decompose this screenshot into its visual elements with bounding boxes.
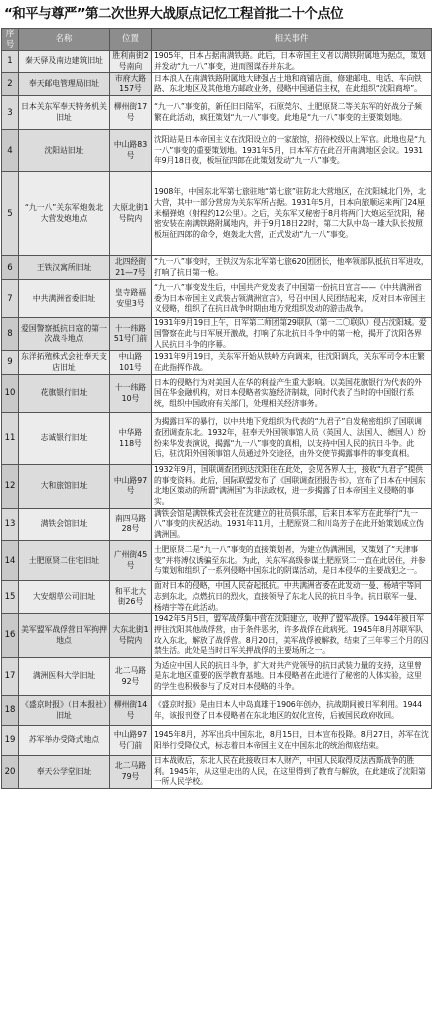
row-name: 日本关东军奉天特务机关旧址 xyxy=(19,96,110,130)
row-location: 中山路97号 xyxy=(110,465,152,508)
row-name: 爱国警察抵抗日寇的第一次战斗地点 xyxy=(19,318,110,351)
table-row xyxy=(2,280,432,318)
table-row xyxy=(2,413,432,465)
row-event: 为适应中国人民的抗日斗争，扩大对共产党领导的抗日武装力量的支持，这里曾是东北地区重要的医学教育基地。日本侵略者在此进行了秘密的人体实验，这里的学生也积极参与了反对日本侵略的斗争。 xyxy=(152,658,432,696)
row-event: 《盛京时报》是由日本人中岛真雄于1906年创办，抗战期间被日军利用。1944年，该报刊登了日本侵略者在东北地区的奴化宣传，后被国民政府收回。 xyxy=(152,696,432,726)
row-name: 沈阳站旧址 xyxy=(19,130,110,172)
row-location: 十一纬路51号门前 xyxy=(110,318,152,351)
row-number: 13 xyxy=(2,508,19,541)
row-location: 市府大路157号 xyxy=(110,73,152,96)
row-name: 中共满洲省委旧址 xyxy=(19,280,110,318)
row-location: 柳州街14号 xyxy=(110,696,152,726)
header-name: 名称 xyxy=(19,29,110,51)
row-location: 皇寺路福安里3号 xyxy=(110,280,152,318)
row-number: 15 xyxy=(2,581,19,614)
row-name: 美军盟军战俘营日军拘押地点 xyxy=(19,614,110,658)
row-number: 18 xyxy=(2,696,19,726)
row-name: 大安烟草公司旧址 xyxy=(19,581,110,614)
row-location: 南四马路28号 xyxy=(110,508,152,541)
row-name: 王铁汉寓所旧址 xyxy=(19,256,110,280)
header-event: 相关事件 xyxy=(152,29,432,51)
table-row xyxy=(2,172,432,256)
row-event: 日本浪人在南满铁路附属地大肆强占土地和商铺店面，修建邮电、电话、车向铁路、东北地区及其他地方邮政业务，侵略中国通信主权，在此组织“沈阳商埠”。 xyxy=(152,73,432,96)
row-location: 北四经街21—7号 xyxy=(110,256,152,280)
row-name: 奉天邮电管理局旧址 xyxy=(19,73,110,96)
row-name: 土肥原贤二住宅旧址 xyxy=(19,541,110,581)
row-location: 北二马路79号 xyxy=(110,756,152,789)
row-name: 满洲医科大学旧址 xyxy=(19,658,110,696)
table-row xyxy=(2,508,432,541)
row-number: 6 xyxy=(2,256,19,280)
table-row xyxy=(2,375,432,413)
row-number: 20 xyxy=(2,756,19,789)
row-location: 中华路118号 xyxy=(110,413,152,465)
table-row xyxy=(2,318,432,351)
row-location: 十一纬路10号 xyxy=(110,375,152,413)
row-event: 1931年9月19日，关东军开始从铁岭方向调来，往沈阳调兵，关东军司令本庄繁在此指挥作战。 xyxy=(152,351,432,375)
table-row xyxy=(2,351,432,375)
table-row xyxy=(2,756,432,789)
row-event: 日本的侵略行为对美国人在华的利益产生重大影响。以美国花旗银行为代表的外国在华金融机构，对日本侵略者实施经济制裁，同时代表了当时的中国银行系统，组织中国政府有关部门，处理相关经济事务。 xyxy=(152,375,432,413)
table-header-row xyxy=(2,29,432,51)
row-event: 1931年9月19日上午，日军第二师团第29联队（第一二〇联队）侵占沈阳城。爱国警察在此与日军展开激战，打响了东北抗日斗争中的第一枪，揭开了沈阳各界人民抗日斗争的序幕。 xyxy=(152,318,432,351)
row-event: 1932年9月，国联调查团到达沈阳住在此处，会见各界人士，接收“九君子”提供的事变资料。此后，国际联盟发布了《国联调查团报告书》，宣布了日本在中国东北地区策动的所谓“满洲国”为非法政权，进一步揭露了日本帝国主义侵略的事实。 xyxy=(152,465,432,508)
row-name: 东洋拓殖株式会社奉天支店旧址 xyxy=(19,351,110,375)
row-event: 土肥原贤二是“九一八”事变的直接策划者，为建立伪满洲国，又策划了“天津事变”并将溥仪诱骗至东北。为此，关东军高级参谋土肥原贤二一直在此居住，并参与策划和组织了一系列侵略中国东北的阴谋活动，是日本侵华的主要战犯之一。 xyxy=(152,541,432,581)
row-location: 北二马路92号 xyxy=(110,658,152,696)
row-location: 中山路97号门前 xyxy=(110,726,152,756)
row-name: 秦天驿及南边建筑旧址 xyxy=(19,51,110,73)
points-table xyxy=(1,28,432,789)
table-row xyxy=(2,696,432,726)
table-row xyxy=(2,541,432,581)
row-number: 12 xyxy=(2,465,19,508)
row-name: 苏军举办受降式地点 xyxy=(19,726,110,756)
page-title: “和平与尊严”第二次世界大战原点记忆工程首批二十个点位 xyxy=(4,6,344,22)
row-event: 1905年，日本占据南满铁路。此后，日本帝国主义者以满铁附属地为据点，策划并发动“九一八”事变，进而图谋吞并东北。 xyxy=(152,51,432,73)
row-number: 5 xyxy=(2,172,19,256)
row-event: “九一八”事变发生后，中国共产党发表了中国第一份抗日宣言——《中共满洲省委为日本帝国主义武装占领满洲宣言》，号召中国人民团结起来，反对日本帝国主义侵略，组织了在抗日战争时期由地方党组织发动的游击战争。 xyxy=(152,280,432,318)
row-number: 3 xyxy=(2,96,19,130)
row-name: 满铁会馆旧址 xyxy=(19,508,110,541)
row-name: 奉天公学堂旧址 xyxy=(19,756,110,789)
row-name: 大和旅馆旧址 xyxy=(19,465,110,508)
row-number: 10 xyxy=(2,375,19,413)
row-event: 1945年8月，苏军出兵中国东北，8月15日，日本宣布投降。8月27日，苏军在沈阳举行受降仪式，标志着日本帝国主义在中国东北的统治彻底结束。 xyxy=(152,726,432,756)
row-number: 1 xyxy=(2,51,19,73)
row-event: “九一八”事变时，王铁汉为东北军第七旅620团团长，他率领部队抵抗日军进攻，打响了抗日第一枪。 xyxy=(152,256,432,280)
row-event: 1908年，中国东北军第七旅驻地“第七旅”驻防北大营地区，在沈阳城北门外，北大营，其中一部分营房为关东军所占据。1931年5月，日本向旅顺运来两门24厘米榴弹炮（射程约12公里）。之后，关东军又秘密于8月将两门大炮运至沈阳，秘密安装在南满铁路附属地内，并于9月18日22时，第二大队中岛一雄大队长按照板垣征四郎的命令，炮轰北大营，正式发动“九一八”事变。 xyxy=(152,172,432,256)
header-location: 位置 xyxy=(110,29,152,51)
row-name: “九一八”关东军炮轰北大营发炮地点 xyxy=(19,172,110,256)
table-row xyxy=(2,581,432,614)
row-location: 和平北大街26号 xyxy=(110,581,152,614)
table-row xyxy=(2,726,432,756)
table-row xyxy=(2,51,432,73)
row-location: 柳州街17号 xyxy=(110,96,152,130)
row-number: 2 xyxy=(2,73,19,96)
row-event: 为揭露日军的暴行，以中共地下党组织为代表的“九君子”自发秘密组织了国联调查团调查东北。1932年，驻奉天外国领事馆人员（英国人、法国人、德国人）纷纷来华发表演说，揭露“九一八”事变的真相，以支持中国人民的抗日斗争。此后，驻沈阳外国领事馆人员通过外交途径，由外交使节揭露事件的事变真相。 xyxy=(152,413,432,465)
row-event: 1942年5月5日，盟军战俘集中营在沈阳建立，收押了盟军战俘。1944年被日军押往沈阳其他战俘营，由于条件恶劣，许多战俘在此病死。1945年8月苏联军队攻入东北，解放了战俘营。8月20日，美军战俘被解救，结束了三年零三个月的囚禁生活。此处是当时日军关押战俘的主要场所之一。 xyxy=(152,614,432,658)
header-num: 序号 xyxy=(2,29,19,51)
row-number: 8 xyxy=(2,318,19,351)
row-location: 广州街45号 xyxy=(110,541,152,581)
row-location: 中山路83号 xyxy=(110,130,152,172)
table-row xyxy=(2,256,432,280)
table-row xyxy=(2,130,432,172)
row-event: “九一八”事变前，新任旧日陆军，石原莞尔、土肥原贤二等关东军的好战分子频繁在此活动，疯狂策划“九一八”事变。此地是“九一八”事变的主要策划地。 xyxy=(152,96,432,130)
row-number: 19 xyxy=(2,726,19,756)
row-event: 沈阳站是日本帝国主义在沈阳设立的一家旅馆，招待校级以上军官。此地也是“九一八”事变的重要策划地。1931年5月，日本军方在此召开南满地区会议。1931年9月18日夜，板垣征四郎在此策划发动“九一八”事变。 xyxy=(152,130,432,172)
row-number: 4 xyxy=(2,130,19,172)
table-row xyxy=(2,658,432,696)
row-location: 中山路101号 xyxy=(110,351,152,375)
row-location: 大原北街1号院内 xyxy=(110,172,152,256)
row-event: 日本战败后，东北人民在此接收日本人财产，中国人民取得反法西斯战争的胜利。1945年，从这里走出的人民，在这里得到了教育与解放，在此建成了沈阳第一所人民学校。 xyxy=(152,756,432,789)
row-number: 7 xyxy=(2,280,19,318)
row-number: 11 xyxy=(2,413,19,465)
row-location: 大东北街1号院内 xyxy=(110,614,152,658)
row-event: 满铁会馆是满铁株式会社在沈建立的社员俱乐部，后来日本军方在此举行“九一八”事变的庆祝活动。1931年11月，土肥原贤二和川岛芳子在此开始策划成立伪满洲国。 xyxy=(152,508,432,541)
table-row xyxy=(2,614,432,658)
row-event: 面对日本的侵略，中国人民奋起抵抗。中共满洲省委在此发动一曼、杨靖宇等同志到东北，点燃抗日的烈火，直接领导了东北人民的抗日斗争。抗日联军一曼、杨靖宇等在此活动。 xyxy=(152,581,432,614)
row-location: 胜利南街2号南向 xyxy=(110,51,152,73)
row-number: 9 xyxy=(2,351,19,375)
row-name: 《盛京时报》（日本报社）旧址 xyxy=(19,696,110,726)
row-name: 花旗银行旧址 xyxy=(19,375,110,413)
row-number: 14 xyxy=(2,541,19,581)
row-number: 17 xyxy=(2,658,19,696)
row-number: 16 xyxy=(2,614,19,658)
row-name: 志诚银行旧址 xyxy=(19,413,110,465)
table-row xyxy=(2,465,432,508)
table-row xyxy=(2,73,432,96)
table-row xyxy=(2,96,432,130)
